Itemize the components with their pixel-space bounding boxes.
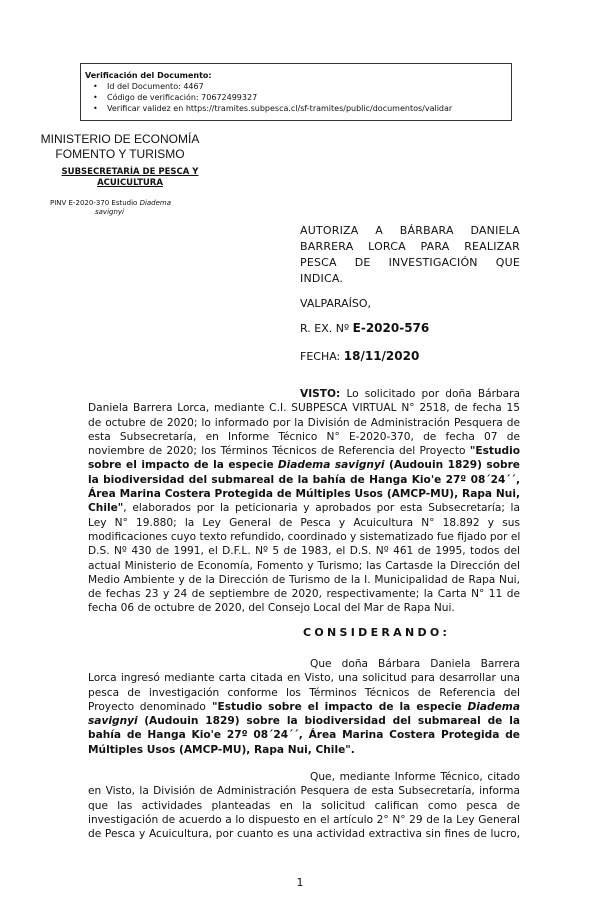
species-genus: Diadema (467, 700, 520, 713)
paragraph-line: savignyi (Audouin 1829) sobre la biodiversidad del submareal de la (88, 715, 520, 728)
resolution-value: E-2020-576 (352, 321, 430, 335)
visto-line: esta Subsecretaría, en Informe Técnico N° E-2020-370, de fecha 07 de (88, 430, 520, 443)
visto-line: modificaciones cuyo texto refundido, coordinado y sistematizado fue fijado por el (88, 530, 521, 543)
visto-line: fecha 06 de octubre de 2020, del Consejo Local del Mar de Rapa Nui. (88, 602, 455, 615)
paragraph-line: pesca de investigación conforme los Términos Técnicos de Referencia del (88, 686, 520, 699)
city: VALPARAÍSO, (300, 297, 372, 310)
verification-title: Verificación del Documento: (85, 71, 212, 80)
paragraph-line: Proyecto denominado "Estudio sobre el impacto de la especie Diadema (88, 700, 520, 713)
visto-line: VISTO: Lo solicitado por doña Bárbara (300, 388, 521, 400)
ministry-line-2: FOMENTO Y TURISMO (55, 147, 185, 161)
visto-line: de fechas 23 y 24 de septiembre de 2020, respectivamente; la Carta N° 11 de (88, 588, 520, 601)
title-line-1: AUTORIZA A BÁRBARA DANIELA (300, 224, 520, 237)
title-line-2: BARRERA LORCA PARA REALIZAR (300, 240, 520, 253)
subsec-line-2: ACUICULTURA (97, 178, 163, 188)
considerando-paragraph-2 (88, 770, 520, 841)
pinv-species-epithet: savignyi (95, 208, 124, 216)
considerando-heading: CONSIDERANDO: (303, 626, 451, 639)
paragraph-line: Que doña Bárbara Daniela Barrera (310, 658, 520, 670)
page-number: 1 (296, 876, 304, 889)
species-epithet: savignyi (88, 715, 138, 728)
subsecretaria-name (40, 167, 220, 189)
paragraph-line: bahía de Hanga Kio'e 27º 08´24´´, Área Marina Costera Protegida de (88, 729, 520, 742)
visto-line: Daniela Barrera Lorca, mediante C.I. SUBPESCA VIRTUAL N° 2518, de fecha 15 (88, 402, 520, 415)
visto-line: sobre el impacto de la especie Diadema savignyi (Audouin 1829) sobre (88, 459, 520, 472)
paragraph-line: Múltiples Usos (AMCP-MU), Rapa Nui, Chile". (88, 743, 355, 756)
pinv-prefix: PINV E-2020-370 Estudio (50, 199, 140, 207)
subsec-line-1: SUBSECRETARÍA DE PESCA Y (61, 167, 199, 177)
paragraph-line: investigación de acuerdo a lo dispuesto en el artículo 2° N° 29 de la Ley General (88, 813, 520, 826)
visto-label: VISTO: (300, 388, 341, 400)
paragraph-line: que las actividades planteadas en la solicitud califican como pesca de (88, 799, 520, 812)
verification-list (85, 81, 511, 114)
document-title (300, 223, 520, 287)
resolution-prefix: R. EX. Nº (300, 322, 353, 335)
resolution-date (300, 349, 419, 363)
visto-line: de octubre de 2020; lo informado por la División de Administración Pesquera de (88, 416, 520, 429)
ministry-name (40, 132, 200, 162)
considerando-paragraph-1 (88, 657, 520, 757)
visto-line: Medio Ambiente y de la Dirección de Turismo de la I. Municipalidad de Rapa Nui, (88, 573, 520, 586)
verification-url[interactable]: • Verificar validez en https://tramites.subpesca.cl/sf-tramites/public/documentos/validar (107, 103, 511, 114)
pinv-species-genus: Diadema (139, 199, 172, 207)
date-prefix: FECHA: (300, 350, 344, 363)
title-line-4: INDICA. (300, 272, 344, 285)
visto-section (88, 387, 520, 616)
visto-line: Chile", elaborados por la peticionaria y aprobados por esta Subsecretaría; la (88, 502, 520, 515)
visto-line: D.S. Nº 430 de 1991, el D.F.L. Nº 5 de 1983, el D.S. Nº 461 de 1995, todos del (88, 545, 520, 558)
paragraph-line: Que, mediante Informe Técnico, citado (310, 771, 520, 783)
visto-line: actual Ministerio de Economía, Fomento y Turismo; las Cartasde la Dirección del (88, 559, 520, 572)
visto-line: la biodiversidad del submareal de la bahía de Hanga Kio'e 27º 08´24´´, (88, 473, 520, 486)
verification-box (80, 63, 512, 121)
resolution-number (300, 321, 429, 335)
date-value: 18/11/2020 (343, 349, 420, 363)
visto-line: noviembre de 2020; los Términos Técnicos de Referencia del Proyecto "Estudio (88, 445, 520, 458)
paragraph-line: de Pesca y Acuicultura, por cuanto es una actividad extractiva sin fines de lucro, (88, 828, 520, 841)
paragraph-line: Lorca ingresó mediante carta citada en Visto, una solicitud para desarrollar una (88, 672, 520, 685)
title-line-3: PESCA DE INVESTIGACIÓN QUE (300, 256, 520, 269)
paragraph-line: en Visto, la División de Administración Pesquera de esta Subsecretaría, informa (88, 785, 520, 798)
verification-code: • Código de verificación: 70672499327 (107, 92, 511, 103)
visto-line: Área Marina Costera Protegida de Múltiples Usos (AMCP-MU), Rapa Nui, (88, 488, 520, 501)
project-reference (50, 199, 171, 217)
species-name: Diadema savignyi (277, 459, 385, 472)
ministry-line-1: MINISTERIO DE ECONOMÍA (40, 132, 200, 146)
verification-id: • Id del Documento: 4467 (107, 81, 511, 92)
visto-line: Ley N° 19.880; la Ley General de Pesca y Acuicultura N° 18.892 y sus (88, 516, 520, 529)
study-title-start: "Estudio (469, 445, 520, 458)
